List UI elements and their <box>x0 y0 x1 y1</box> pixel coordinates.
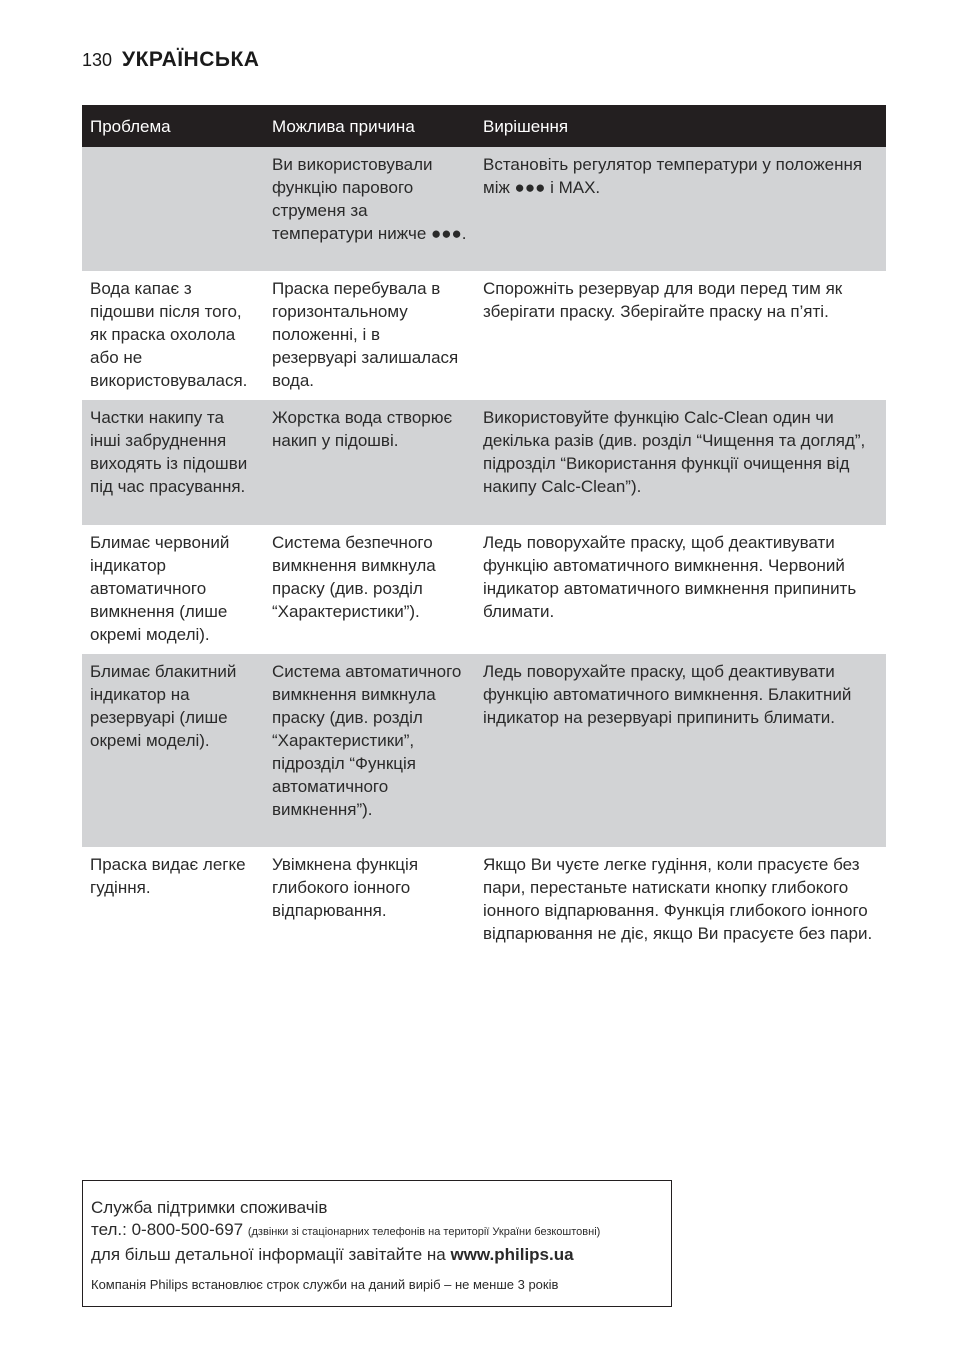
header-problem: Проблема <box>82 105 264 147</box>
page-number: 130 <box>82 50 113 70</box>
problem-cell: Блимає блакитний індикатор на резервуарі (лише окремі моделі). <box>82 654 264 847</box>
table-row <box>82 847 886 953</box>
support-title: Служба підтримки споживачів <box>91 1198 328 1217</box>
support-phone: тел.: 0-800-500-697 <box>91 1220 244 1239</box>
cause-cell: Ви використовували функцію парового струменя за температури нижче ●●●. <box>264 147 475 271</box>
warranty-note: Компанія Philips встановлює строк служби на даний виріб – не менше 3 років <box>91 1277 559 1292</box>
solution-cell: Встановіть регулятор температури у положення між ●●● і MAX. <box>475 147 886 271</box>
solution-cell: Якщо Ви чуєте легке гудіння, коли прасуєте без пари, перестаньте натискати кнопку глибокого іонного відпарювання. Функція глибокого іонного відпарювання не діє, якщо Ви прасуєте без пари. <box>475 847 886 953</box>
support-phone-note: (дзвінки зі стаціонарних телефонів на території України безкоштовні) <box>247 1226 601 1238</box>
header-solution: Вирішення <box>475 105 886 147</box>
section-title: УКРАЇНСЬКА <box>122 48 260 71</box>
table-row <box>82 400 886 525</box>
page-header <box>82 48 259 72</box>
support-url-link[interactable]: www.philips.ua <box>450 1245 574 1264</box>
problem-cell: Вода капає з підошви після того, як праска охолола або не використовувалася. <box>82 271 264 400</box>
support-info-line <box>91 1243 663 1267</box>
cause-cell: Жорстка вода створює накип у підошві. <box>264 400 475 525</box>
header-cause: Можлива причина <box>264 105 475 147</box>
cause-cell: Система автоматичного вимкнення вимкнула праску (див. розділ “Характеристики”, підрозділ “Функція автоматичного вимкнення”). <box>264 654 475 847</box>
problem-cell <box>82 147 264 271</box>
solution-cell: Спорожніть резервуар для води перед тим як зберігати праску. Зберігайте праску на п’яті. <box>475 271 886 400</box>
solution-cell: Ледь поворухайте праску, щоб деактивувати функцію автоматичного вимкнення. Червоний індикатор автоматичного вимкнення припинить блимати. <box>475 525 886 654</box>
troubleshooting-table <box>82 105 886 953</box>
problem-cell: Блимає червоний індикатор автоматичного вимкнення (лише окремі моделі). <box>82 525 264 654</box>
table-row <box>82 654 886 847</box>
table-row <box>82 147 886 271</box>
table-header-row <box>82 105 886 147</box>
cause-cell: Праска перебувала в горизонтальному положенні, і в резервуарі залишалася вода. <box>264 271 475 400</box>
problem-cell: Частки накипу та інші забруднення виходять із підошви під час прасування. <box>82 400 264 525</box>
problem-cell: Праска видає легке гудіння. <box>82 847 264 953</box>
support-phone-line <box>91 1219 663 1243</box>
cause-cell: Система безпечного вимкнення вимкнула праску (див. розділ “Характеристики”). <box>264 525 475 654</box>
solution-cell: Використовуйте функцію Calc-Clean один чи декілька разів (див. розділ “Чищення та догляд”, підрозділ “Використання функції очищення від накипу Calc-Clean”). <box>475 400 886 525</box>
table-row <box>82 525 886 654</box>
cause-cell: Увімкнена функція глибокого іонного відпарювання. <box>264 847 475 953</box>
support-info-text: для більш детальної інформації завітайте на <box>91 1245 446 1264</box>
table-row <box>82 271 886 400</box>
customer-support-box <box>82 1180 672 1307</box>
solution-cell: Ледь поворухайте праску, щоб деактивувати функцію автоматичного вимкнення. Блакитний індикатор на резервуарі припинить блимати. <box>475 654 886 847</box>
